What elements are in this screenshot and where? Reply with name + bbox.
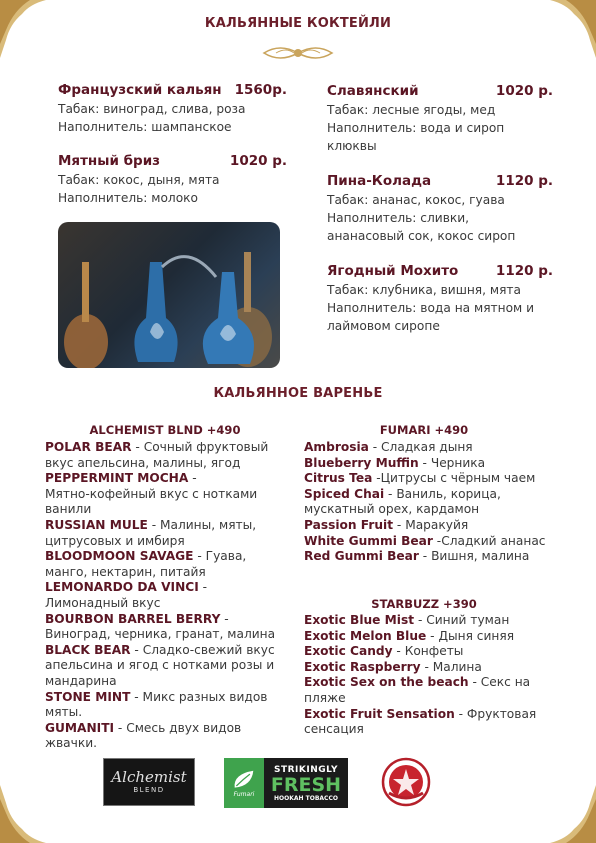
flavor-name: BLACK BEAR bbox=[45, 642, 131, 657]
flavor-description: - Дыня синяя bbox=[426, 628, 515, 643]
fumari-logo-line1: STRIKINGLY bbox=[274, 764, 338, 775]
list-item bbox=[304, 518, 559, 534]
flavor-name: STONE MINT bbox=[45, 689, 131, 704]
list-item bbox=[45, 721, 295, 737]
list-item bbox=[45, 690, 295, 706]
brand-header-starbuzz: STARBUZZ +390 bbox=[371, 597, 477, 611]
list-item bbox=[304, 549, 559, 565]
starbuzz-list bbox=[304, 613, 559, 738]
item-name: Пина-Колада bbox=[327, 173, 432, 189]
item-name: Славянский bbox=[327, 83, 419, 99]
item-detail: лаймовом сиропе bbox=[327, 319, 440, 333]
flavor-description: апельсина и ягод с нотками розы и bbox=[45, 658, 275, 673]
flavor-description: - Синий туман bbox=[414, 613, 510, 627]
flavor-description: - Сочный фруктовый bbox=[131, 440, 269, 454]
flavor-description: - Ваниль, корица, bbox=[384, 486, 501, 501]
flavor-description: сенсация bbox=[304, 722, 364, 737]
list-item bbox=[304, 502, 559, 518]
flavor-description: - Конфеты bbox=[392, 644, 464, 659]
item-detail: Наполнитель: вода и сироп bbox=[327, 121, 505, 135]
item-detail: Наполнитель: молоко bbox=[58, 191, 199, 205]
title-divider-ornament bbox=[262, 40, 334, 66]
list-item bbox=[45, 534, 295, 550]
flavor-description: мускатный орех, кардамон bbox=[304, 502, 480, 517]
section-title-cocktails: КАЛЬЯННЫЕ КОКТЕЙЛИ bbox=[204, 16, 392, 31]
list-item bbox=[45, 518, 295, 534]
list-item bbox=[304, 629, 559, 645]
fumari-logo-line3: HOOKAH TOBACCO bbox=[274, 794, 338, 802]
flavor-name: Exotic Melon Blue bbox=[304, 628, 427, 643]
alchemist-logo-script: Alchemist bbox=[111, 768, 187, 786]
list-item bbox=[304, 456, 559, 472]
item-detail: Наполнитель: шампанское bbox=[58, 120, 232, 134]
item-detail: Табак: клубника, вишня, мята bbox=[327, 283, 521, 297]
list-item bbox=[45, 471, 295, 487]
flavor-name: Ambrosia bbox=[304, 440, 369, 454]
list-item bbox=[45, 456, 295, 472]
flavor-description: вкус апельсина, малины, ягод bbox=[45, 455, 241, 470]
fumari-list bbox=[304, 440, 559, 565]
corner-ornament-bottom-right bbox=[538, 785, 596, 843]
flavor-description: - Маракуйя bbox=[393, 517, 469, 532]
flavor-name: RUSSIAN MULE bbox=[45, 517, 148, 532]
flavor-name: POLAR BEAR bbox=[45, 440, 132, 454]
brand-header-fumari: FUMARI +490 bbox=[379, 423, 469, 437]
cocktail-item bbox=[58, 151, 287, 207]
flavor-description: - Малина bbox=[420, 659, 482, 674]
flavor-description: мандарина bbox=[45, 673, 117, 688]
fumari-leaf-mark bbox=[224, 758, 264, 808]
item-name: Ягодный Мохито bbox=[327, 263, 459, 279]
list-item bbox=[45, 580, 295, 596]
flavor-name: Exotic Candy bbox=[304, 644, 393, 659]
list-item bbox=[45, 502, 295, 518]
flavor-description: Мятно-кофейный вкус с нотками bbox=[45, 486, 258, 501]
list-item bbox=[304, 722, 559, 738]
flavor-description: - Малины, мяты, bbox=[147, 517, 257, 532]
flavor-name: LEMONARDO DA VINCI bbox=[45, 580, 199, 595]
item-price: 1120 р. bbox=[495, 173, 553, 189]
fumari-logo-line2: FRESH bbox=[270, 773, 342, 796]
list-item bbox=[45, 612, 295, 628]
list-item bbox=[45, 674, 295, 690]
list-item bbox=[304, 487, 559, 503]
alchemist-logo bbox=[103, 758, 195, 806]
flavor-description: - Смесь двух видов bbox=[114, 720, 242, 735]
flavor-description: - bbox=[188, 471, 197, 486]
brand-header-alchemist: ALCHEMIST BLND +490 bbox=[89, 423, 241, 437]
flavor-description: - Микс разных видов bbox=[130, 689, 268, 704]
item-detail: клюквы bbox=[327, 139, 377, 153]
flavor-description: - bbox=[220, 611, 229, 626]
flavor-name: Spiced Chai bbox=[304, 486, 385, 501]
flavor-name: BOURBON BARREL BERRY bbox=[45, 611, 221, 626]
flavor-description: Виноград, черника, гранат, малина bbox=[45, 627, 276, 642]
flavor-name: Exotic Raspberry bbox=[304, 659, 421, 674]
item-detail: Табак: виноград, слива, роза bbox=[58, 102, 246, 116]
list-item bbox=[304, 644, 559, 660]
list-item bbox=[304, 471, 559, 487]
flavor-name: Red Gummi Bear bbox=[304, 549, 419, 564]
list-item bbox=[45, 565, 295, 581]
fumari-mark-text: Fumari bbox=[233, 790, 255, 798]
item-price: 1120 р. bbox=[495, 263, 553, 279]
list-item bbox=[304, 691, 559, 707]
list-item bbox=[45, 596, 295, 612]
flavor-name: Passion Fruit bbox=[304, 517, 394, 532]
list-item bbox=[304, 440, 559, 456]
flavor-name: Blueberry Muffin bbox=[304, 455, 419, 470]
alchemist-logo-sub: BLEND bbox=[133, 786, 165, 794]
flavor-name: Citrus Tea bbox=[304, 471, 373, 486]
flavor-description: жвачки. bbox=[45, 736, 97, 751]
flavor-description: Лимонадный вкус bbox=[45, 595, 161, 610]
alchemist-list bbox=[45, 440, 295, 752]
fumari-logo bbox=[224, 758, 348, 808]
list-item bbox=[45, 627, 295, 643]
list-item bbox=[304, 707, 559, 723]
list-item bbox=[45, 736, 295, 752]
leaf-icon bbox=[231, 769, 257, 791]
item-detail: Табак: лесные ягоды, мед bbox=[327, 103, 496, 117]
flavor-description: -Цитрусы с чёрным чаем bbox=[372, 471, 536, 486]
list-item bbox=[304, 534, 559, 550]
list-item bbox=[304, 675, 559, 691]
flavor-name: Exotic Fruit Sensation bbox=[304, 706, 455, 721]
item-name: Французский кальян bbox=[58, 82, 222, 98]
flavor-description: - Сладкая дыня bbox=[368, 440, 473, 454]
flavor-description: манго, нектарин, питайя bbox=[45, 564, 206, 579]
item-detail: Табак: кокос, дыня, мята bbox=[58, 173, 220, 187]
flavor-description: -Сладкий ананас bbox=[432, 533, 546, 548]
flavor-description: - Вишня, малина bbox=[418, 549, 530, 564]
flavor-name: BLOODMOON SAVAGE bbox=[45, 549, 194, 564]
item-detail: Табак: ананас, кокос, гуава bbox=[327, 193, 505, 207]
list-item bbox=[45, 487, 295, 503]
item-detail: Наполнитель: вода на мятном и bbox=[327, 301, 535, 315]
list-item bbox=[304, 613, 559, 629]
cocktail-item bbox=[327, 171, 553, 245]
item-detail: ананасовый сок, кокос сироп bbox=[327, 229, 516, 243]
list-item bbox=[45, 440, 295, 456]
item-price: 1020 р. bbox=[495, 83, 553, 99]
flavor-description: - Секс на bbox=[468, 675, 531, 690]
starbuzz-logo bbox=[381, 757, 431, 807]
hookah-photo bbox=[58, 222, 280, 368]
flavor-description: - Черника bbox=[418, 455, 486, 470]
flavor-name: Exotic Sex on the beach bbox=[304, 675, 469, 690]
item-price: 1020 р. bbox=[229, 153, 287, 169]
list-item bbox=[45, 643, 295, 659]
flavor-description: мяты. bbox=[45, 705, 83, 720]
section-title-jam: КАЛЬЯННОЕ ВАРЕНЬЕ bbox=[213, 386, 383, 401]
list-item bbox=[304, 660, 559, 676]
flavor-description: цитрусовых и имбиря bbox=[45, 533, 185, 548]
item-detail: Наполнитель: сливки, bbox=[327, 211, 470, 225]
flavor-description: - bbox=[198, 580, 208, 595]
flavor-description: ванили bbox=[45, 502, 92, 517]
flavor-name: GUMANITI bbox=[45, 720, 115, 735]
cocktail-item bbox=[327, 81, 553, 155]
flavor-name: PEPPERMINT MOCHA bbox=[45, 471, 189, 486]
corner-ornament-bottom-left bbox=[0, 785, 58, 843]
item-price: 1560р. bbox=[234, 82, 287, 98]
flavor-name: White Gummi Bear bbox=[304, 533, 433, 548]
list-item bbox=[45, 658, 295, 674]
flavor-description: - Фруктовая bbox=[454, 706, 537, 721]
cocktail-item bbox=[58, 80, 287, 136]
list-item bbox=[45, 549, 295, 565]
list-item bbox=[45, 705, 295, 721]
flavor-description: пляже bbox=[304, 690, 346, 705]
cocktail-item bbox=[327, 261, 553, 335]
flavor-name: Exotic Blue Mist bbox=[304, 613, 415, 627]
flavor-description: - Гуава, bbox=[193, 549, 247, 564]
flavor-description: - Сладко-свежий вкус bbox=[130, 642, 275, 657]
item-name: Мятный бриз bbox=[58, 153, 161, 169]
